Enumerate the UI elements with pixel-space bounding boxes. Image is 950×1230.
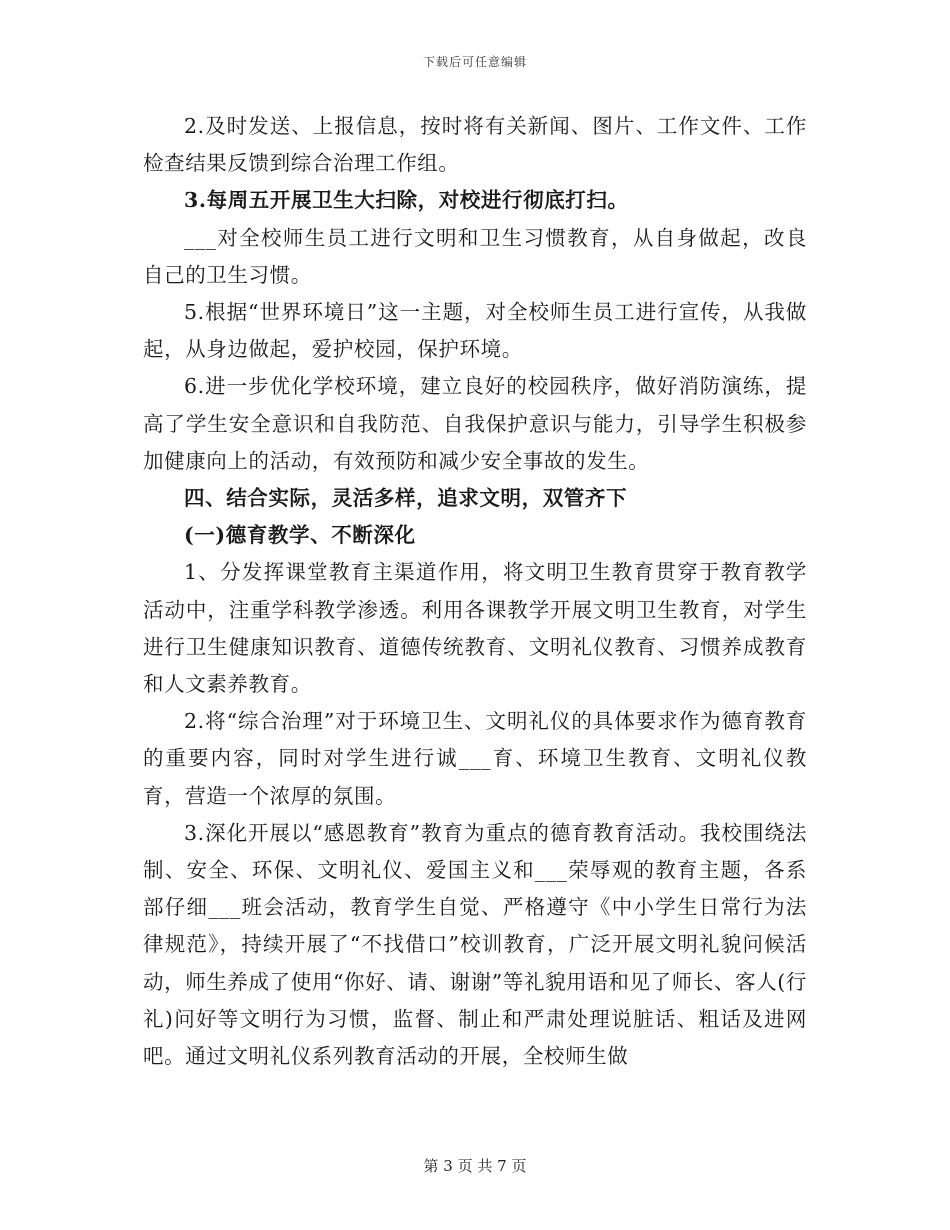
paragraph-environment-day: 5.根据“世界环境日”这一主题，对全校师生员工进行宣传，从我做起，从身边做起，爱护校园，保护环境。 <box>143 300 807 362</box>
paragraph-gratitude-education: 3.深化开展以“感恩教育”教育为重点的德育教育活动。我校围绕法制、安全、环保、文明礼仪、爱国主义和___荣辱观的教育主题，各系部仔细___班会活动，教育学生自觉、严格遵守《中小学生日常行为法律规范》，持续开展了“不找借口”校训教育，广泛开展文明礼貌问候活动，师生养成了使用“你好、请、谢谢”等礼貌用语和见了师长、客人(行礼)问好等文明行为习惯，监督、制止和严肃处理说脏话、粗话及进网吧。通过文明礼仪系列教育活动的开展，全校师生做 <box>143 820 807 1069</box>
paragraph-campus-optimization: 6.进一步优化学校环境，建立良好的校园秩序，做好消防演练，提高了学生安全意识和自我防范、自我保护意识与能力，引导学生积极参加健康向上的活动，有效预防和减少安全事故的发生。 <box>143 374 807 473</box>
page-number-footer: 第 3 页 共 7 页 <box>423 1157 527 1175</box>
section-heading-four: 四、结合实际，灵活多样，追求文明，双管齐下 <box>184 486 628 511</box>
paragraph-hygiene-education: ___对全校师生员工进行文明和卫生习惯教育，从自身做起，改良自己的卫生习惯。 <box>143 225 807 287</box>
paragraph-report-info: 2.及时发送、上报信息，按时将有关新闻、图片、工作文件、工作检查结果反馈到综合治理工作组。 <box>143 114 807 176</box>
subsection-heading-moral-education: (一)德育教学、不断深化 <box>184 523 416 548</box>
paragraph-classroom-channel: 1、分发挥课堂教育主渠道作用，将文明卫生教育贯穿于教育教学活动中，注重学科教学渗透。利用各课教学开展文明卫生教育，对学生进行卫生健康知识教育、道德传统教育、文明礼仪教育、习惯养成教育和人文素养教育。 <box>143 560 807 697</box>
paragraph-comprehensive-governance: 2.将“综合治理”对于环境卫生、文明礼仪的具体要求作为德育教育的重要内容，同时对学生进行诚___育、环境卫生教育、文明礼仪教育，营造一个浓厚的氛围。 <box>143 709 807 808</box>
page-header: 下载后可任意编辑 <box>422 55 527 69</box>
paragraph-weekly-cleaning: 3.每周五开展卫生大扫除，对校进行彻底打扫。 <box>184 188 629 213</box>
document-body <box>143 108 807 1075</box>
